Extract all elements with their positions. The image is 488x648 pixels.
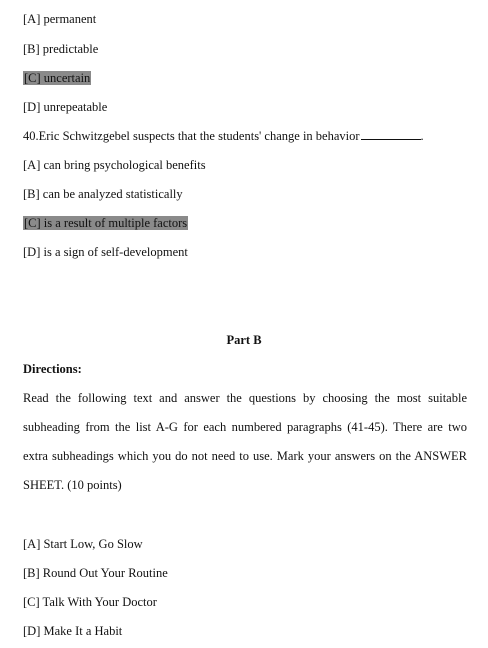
- subheading-b: [23, 565, 168, 581]
- subheading-label: [A] Start Low, Go Slow: [23, 537, 143, 551]
- q39-option-a: [23, 11, 96, 27]
- subheading-d: [23, 623, 122, 639]
- highlighted-option-label: [C] is a result of multiple factors: [24, 216, 188, 230]
- q39-option-b: [23, 41, 98, 57]
- option-label: [A] permanent: [23, 12, 97, 26]
- q40-option-d: [23, 244, 188, 260]
- directions-label: Directions:: [23, 362, 82, 376]
- q40-option-c: [23, 215, 188, 231]
- subheading-label: [C] Talk With Your Doctor: [23, 595, 157, 609]
- answer-blank: [361, 128, 421, 140]
- option-label: [B] can be analyzed statistically: [23, 187, 183, 201]
- directions-text: Read the following text and answer the questions by choosing the most suitable subheading from the list A-G for each numbered paragraphs (41-45). There are two extra subheadings which you do not need to use. Mark your answers on the ANSWER SHEET. (10 points): [23, 391, 467, 492]
- part-b-title: Part B: [226, 333, 262, 347]
- option-label: [D] is a sign of self-development: [23, 245, 188, 259]
- subheading-label: [B] Round Out Your Routine: [23, 566, 168, 580]
- highlighted-option-label: [C] uncertain: [24, 71, 91, 85]
- q40-question: [23, 128, 424, 144]
- option-label: [D] unrepeatable: [23, 100, 108, 114]
- question-end: .: [420, 129, 424, 143]
- question-stem: 40.Eric Schwitzgebel suspects that the students' change in behavior: [23, 129, 360, 143]
- subheading-a: [23, 536, 143, 552]
- q39-option-d: [23, 99, 107, 115]
- q39-option-c: [23, 70, 91, 86]
- subheading-label: [D] Make It a Habit: [23, 624, 123, 638]
- q40-option-a: [23, 157, 206, 173]
- option-label: [B] predictable: [23, 42, 99, 56]
- q40-option-b: [23, 186, 183, 202]
- option-label: [A] can bring psychological benefits: [23, 158, 206, 172]
- subheading-c: [23, 594, 157, 610]
